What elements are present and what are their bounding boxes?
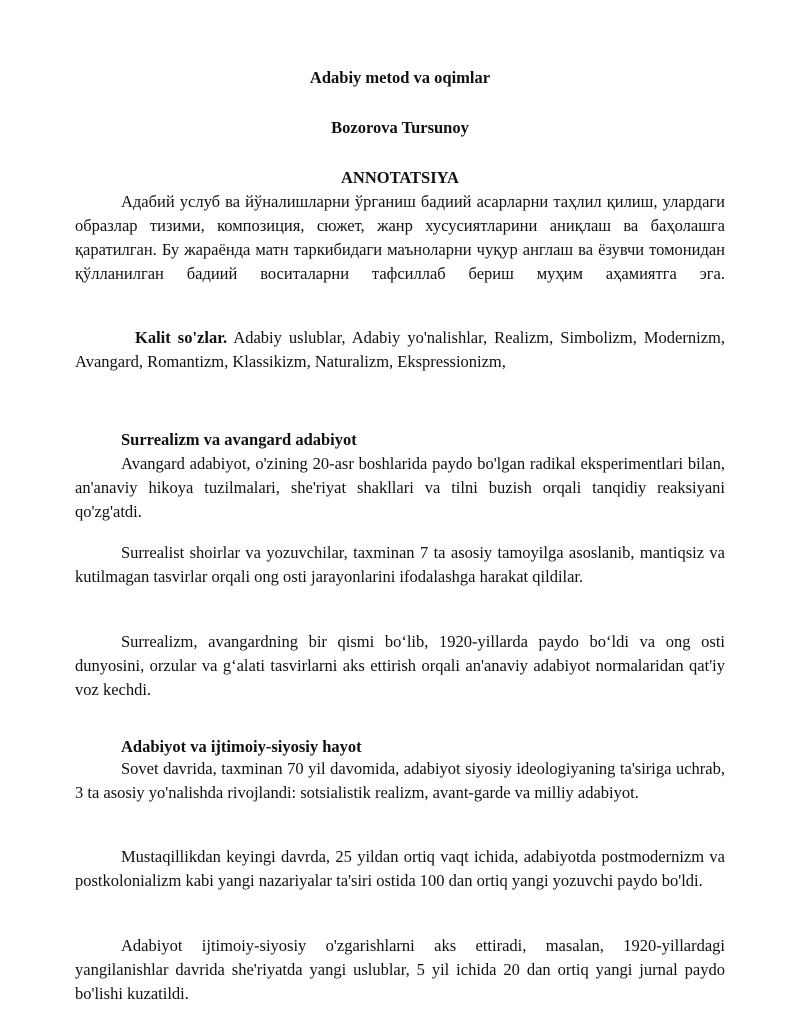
keywords-label: Kalit so'zlar. <box>135 328 228 347</box>
paragraph: Adabiyot ijtimoiy-siyosiy o'zgarishlarni aks ettiradi, masalan, 1920-yillardagi yangilanishlar davrida she'riyatda yangi uslublar, 5 yil ichida 20 dan ortiq yangi jurnal paydo bo'lishi kuzatildi. <box>75 936 725 1003</box>
document-title: Adabiy metod va oqimlar <box>309 68 491 87</box>
annotation-paragraph: Адабий услуб ва йўналишларни ўрганиш бадиий асарларни таҳлил қилиш, улардаги образлар тизими, композиция, сюжет, жанр хусусиятларини аниқлаш ва баҳолашга қаратилган. Бу жараёнда матн таркибидаги маъноларни чуқур англаш ва ёзувчи томонидан қўлланилган бадиий воситаларни тафсиллаб бериш муҳим аҳамиятга эга. <box>75 192 725 283</box>
keywords-paragraph <box>75 326 725 374</box>
paragraph: Sovet davrida, taxminan 70 yil davomida, adabiyot siyosiy ideologiyaning ta'siriga uchrab, 3 ta asosiy yo'nalishda rivojlandi: sotsialistik realizm, avant-garde va milliy adabiyot. <box>75 759 725 802</box>
paragraph: Mustaqillikdan keyingi davrda, 25 yildan ortiq vaqt ichida, adabiyotda postmodernizm va postkolonializm kabi yangi nazariyalar ta'siri ostida 100 dan ortiq yangi yozuvchi paydo bo'ldi. <box>75 847 725 890</box>
author-name: Bozorova Tursunoy <box>331 118 469 137</box>
section-heading-society: Adabiyot va ijtimoiy-siyosiy hayot <box>121 737 362 756</box>
section-heading-surrealism: Surrealizm va avangard adabiyot <box>121 430 357 449</box>
paragraph: Avangard adabiyot, o'zining 20-asr boshlarida paydo bo'lgan radikal eksperimentlari bilan, an'anaviy hikoya tuzilmalari, she'riyat shakllari va tilni buzish orqali tanqidiy reaksiyani qo'zg'atdi. <box>75 454 725 521</box>
annotation-heading: ANNOTATSIYA <box>341 168 459 187</box>
paragraph: Surrealizm, avangardning bir qismi bo‘lib, 1920-yillarda paydo bo‘ldi va ong osti dunyosini, orzular va g‘alati tasvirlarni aks ettirish orqali an'anaviy adabiyot normalaridan qat'iy voz kechdi. <box>75 632 725 699</box>
paragraph: Surrealist shoirlar va yozuvchilar, taxminan 7 ta asosiy tamoyilga asoslanib, mantiqsiz va kutilmagan tasvirlar orqali ong osti jarayonlarini ifodalashga harakat qildilar. <box>75 543 725 586</box>
keywords-text: Adabiy uslublar, Adabiy yo'nalishlar, Realizm, Simbolizm, Modernizm, Avangard, Romantizm, Klassikizm, Naturalizm, Ekspressionizm, <box>75 328 725 371</box>
